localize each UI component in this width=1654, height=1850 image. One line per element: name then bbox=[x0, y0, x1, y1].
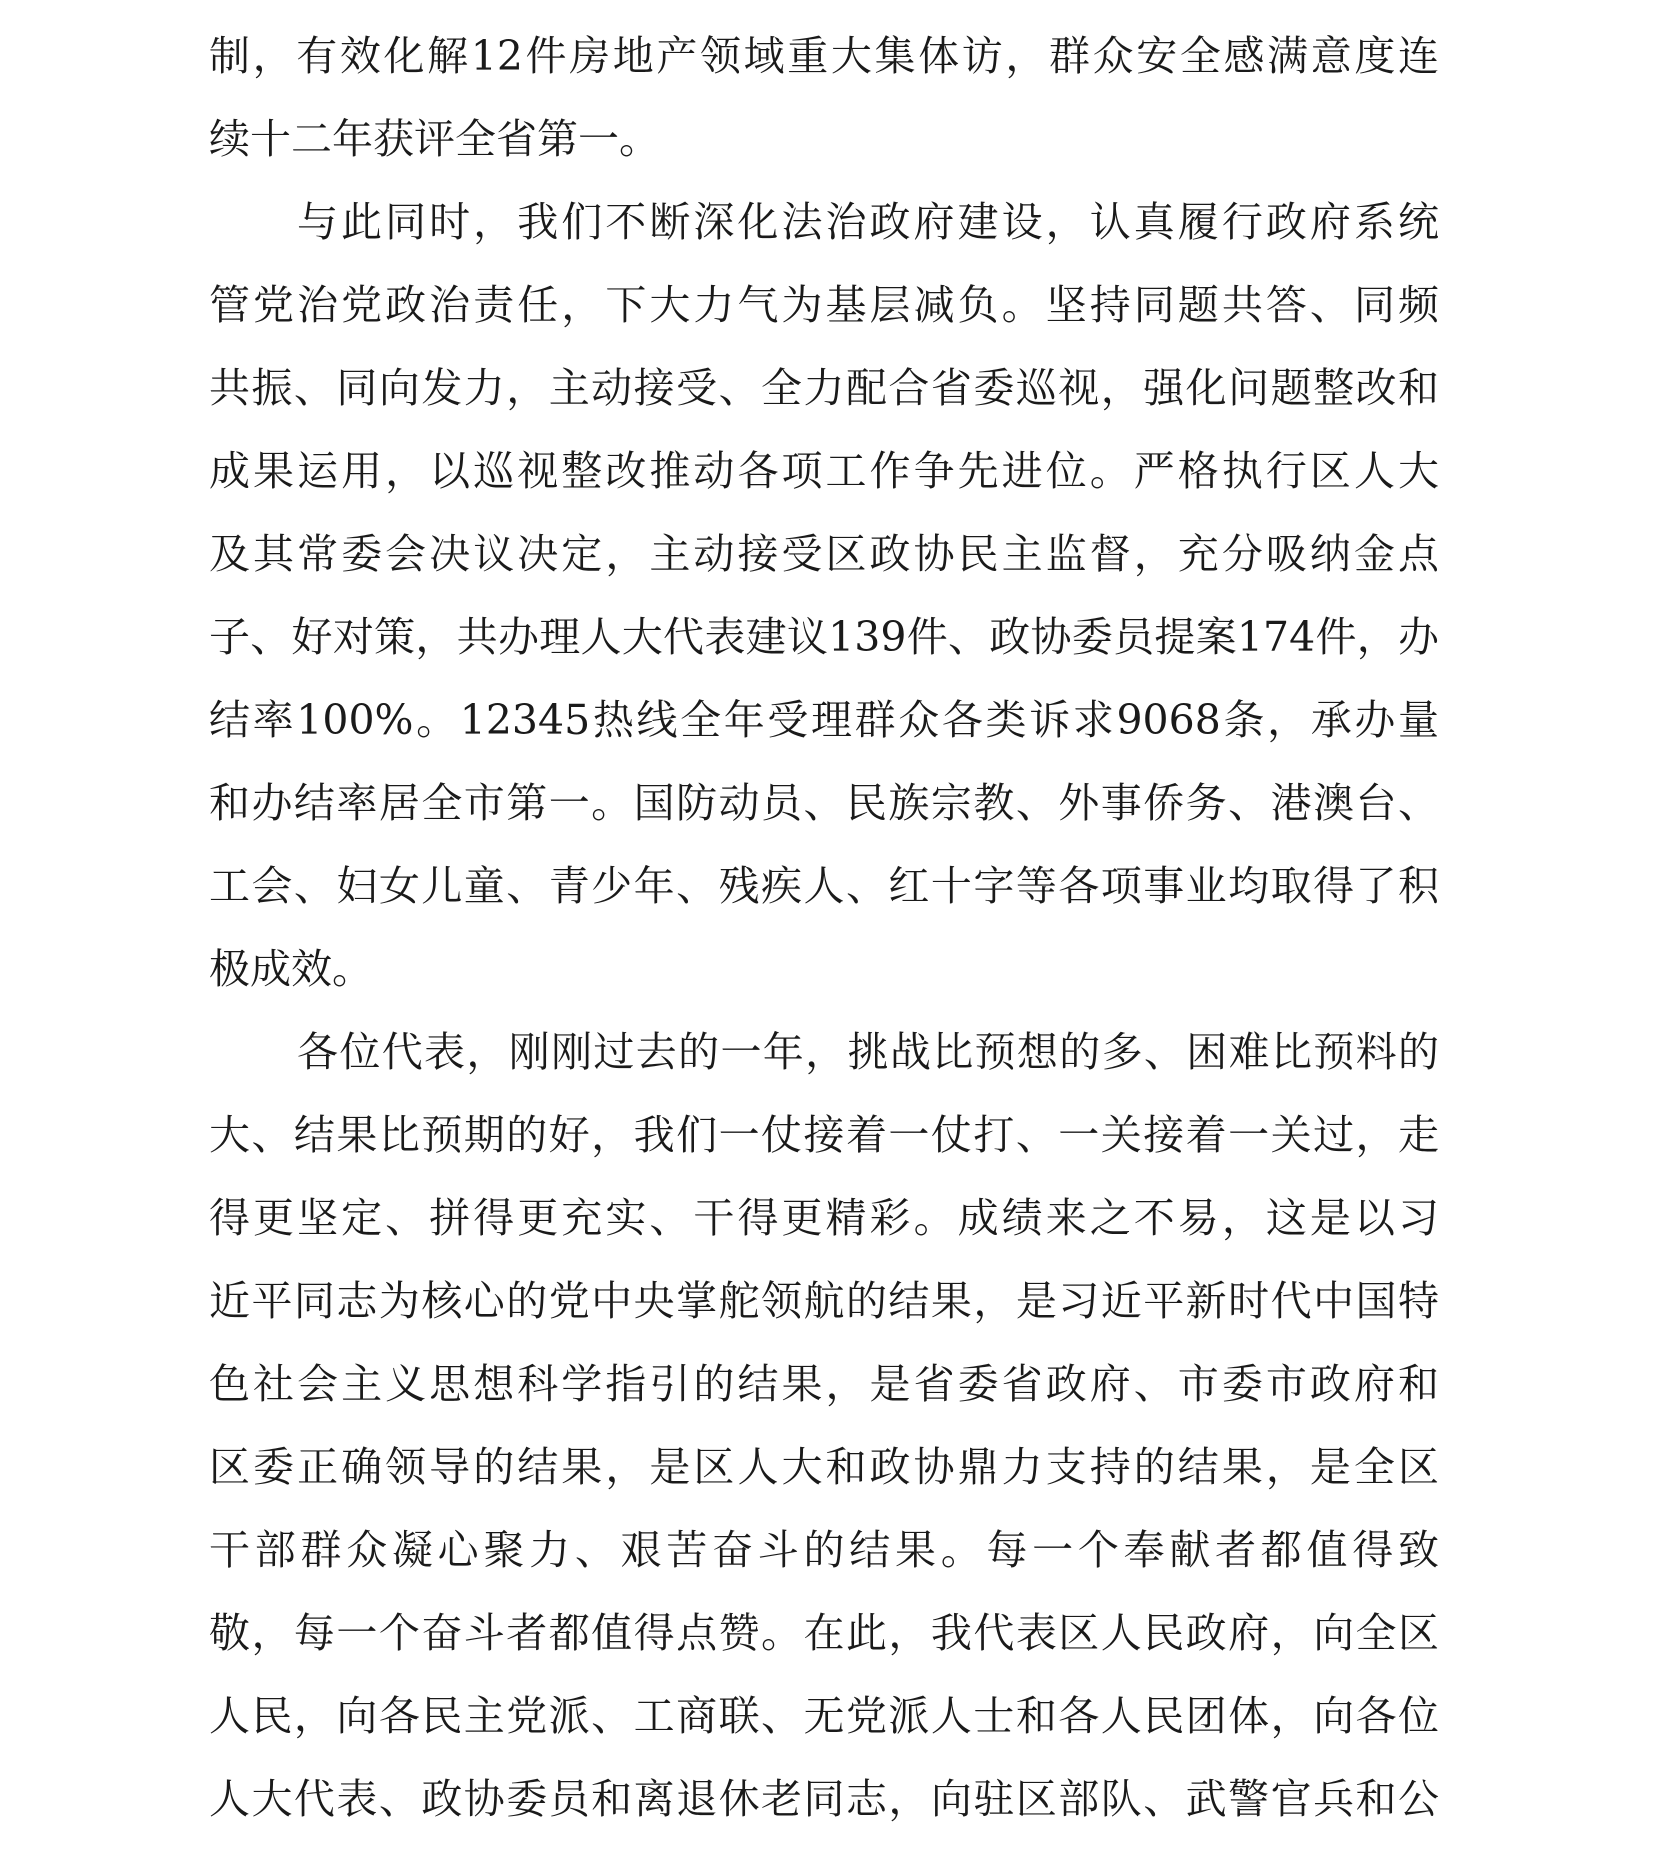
text-line: 成果运用，以巡视整改推动各项工作争先进位。严格执行区人大 bbox=[209, 447, 1439, 495]
text-line: 大、结果比预期的好，我们一仗接着一仗打、一关接着一关过，走 bbox=[209, 1111, 1439, 1159]
text-line: 子、好对策，共办理人大代表建议139件、政协委员提案174件，办 bbox=[209, 613, 1439, 661]
text-line: 敬，每一个奋斗者都值得点赞。在此，我代表区人民政府，向全区 bbox=[209, 1609, 1439, 1657]
text-line: 及其常委会决议决定，主动接受区政协民主监督，充分吸纳金点 bbox=[209, 530, 1439, 578]
text-line: 结率100%。12345热线全年受理群众各类诉求9068条，承办量 bbox=[209, 696, 1439, 744]
text-line: 色社会主义思想科学指引的结果，是省委省政府、市委市政府和 bbox=[209, 1360, 1439, 1408]
text-line: 人大代表、政协委员和离退休老同志，向驻区部队、武警官兵和公 bbox=[209, 1775, 1439, 1823]
text-line: 制，有效化解12件房地产领域重大集体访，群众安全感满意度连 bbox=[209, 32, 1439, 80]
text-line: 近平同志为核心的党中央掌舵领航的结果，是习近平新时代中国特 bbox=[209, 1277, 1439, 1325]
text-line: 工会、妇女儿童、青少年、残疾人、红十字等各项事业均取得了积 bbox=[209, 862, 1439, 910]
body-text bbox=[209, 24, 1439, 1850]
text-line: 极成效。 bbox=[209, 945, 373, 993]
text-line: 得更坚定、拼得更充实、干得更精彩。成绩来之不易，这是以习 bbox=[209, 1194, 1439, 1242]
text-line: 和办结率居全市第一。国防动员、民族宗教、外事侨务、港澳台、 bbox=[209, 779, 1439, 827]
text-line: 各位代表，刚刚过去的一年，挑战比预想的多、困难比预料的 bbox=[297, 1028, 1439, 1076]
text-line: 续十二年获评全省第一。 bbox=[209, 115, 660, 163]
text-line: 人民，向各民主党派、工商联、无党派人士和各人民团体，向各位 bbox=[209, 1692, 1439, 1740]
text-line: 区委正确领导的结果，是区人大和政协鼎力支持的结果，是全区 bbox=[209, 1443, 1439, 1491]
text-line: 管党治党政治责任，下大力气为基层减负。坚持同题共答、同频 bbox=[209, 281, 1439, 329]
text-line: 与此同时，我们不断深化法治政府建设，认真履行政府系统 bbox=[297, 198, 1439, 246]
text-line: 共振、同向发力，主动接受、全力配合省委巡视，强化问题整改和 bbox=[209, 364, 1439, 412]
text-line: 干部群众凝心聚力、艰苦奋斗的结果。每一个奉献者都值得致 bbox=[209, 1526, 1439, 1574]
